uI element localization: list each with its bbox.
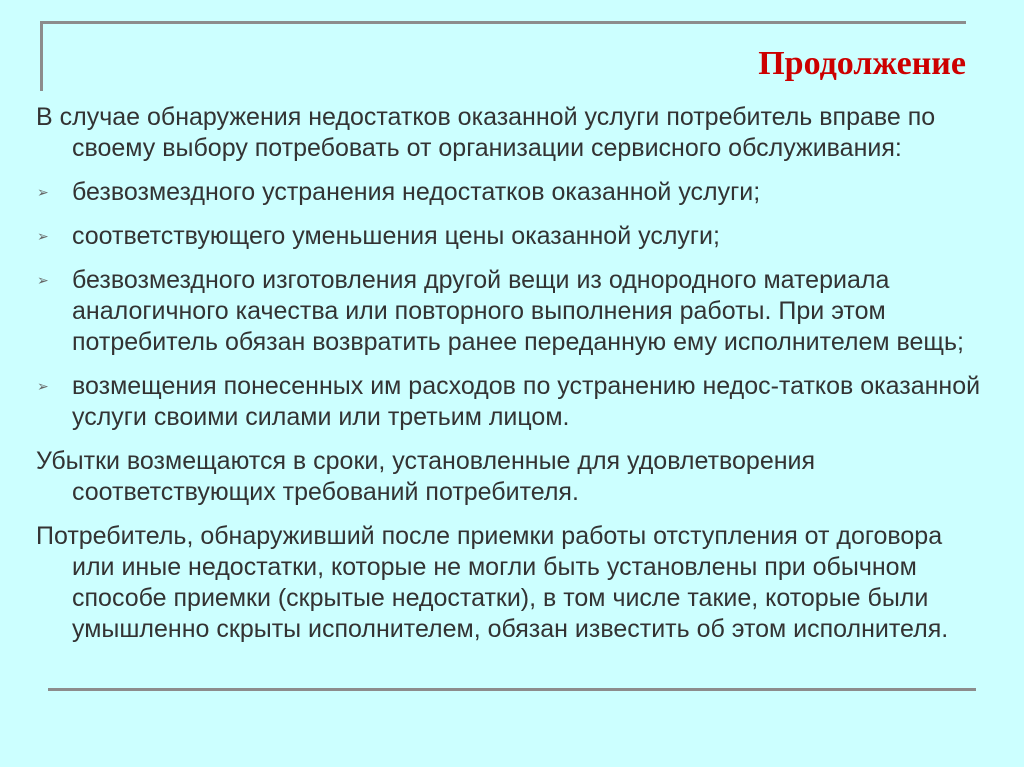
left-border-line: [40, 21, 43, 91]
bullet-text: безвозмездного устранения недостатков оказанной услуги;: [72, 178, 761, 206]
bullet-text: возмещения понесенных им расходов по устранению недос-татков оказанной услуги своими силами или третьим лицом.: [72, 372, 981, 431]
intro-paragraph: В случае обнаружения недостатков оказанной услуги потребитель вправе по своему выбору потребовать от организации сервисного обслуживания:: [36, 103, 936, 162]
arrow-bullet-icon: ➢: [37, 228, 49, 244]
bullet-item: [36, 371, 986, 433]
bottom-border-line: [48, 688, 976, 691]
bullet-item: [36, 177, 986, 208]
bullet-item: [36, 265, 986, 358]
hidden-defects-paragraph: Потребитель, обнаруживший после приемки работы отступления от договора или иные недостатки, которые не могли быть установлены при обычном способе приемки (скрытые недостатки), в том числе такие, которые были умышленно скрыты исполнителем, обязан известить об этом исполнителя.: [36, 522, 949, 643]
top-border-line: [40, 21, 966, 24]
bullet-text: соответствующего уменьшения цены оказанной услуги;: [72, 222, 720, 250]
arrow-bullet-icon: ➢: [37, 378, 49, 394]
bullet-item: [36, 221, 986, 252]
arrow-bullet-icon: ➢: [37, 184, 49, 200]
bullet-text: безвозмездного изготовления другой вещи из однородного материала аналогичного качества или повторного выполнения работы. При этом потребитель обязан возвратить ранее переданную ему исполнителем вещь;: [72, 266, 964, 356]
slide-body: [36, 102, 986, 645]
slide-title: Продолжение: [758, 45, 966, 82]
damages-paragraph: Убытки возмещаются в сроки, установленные для удовлетворения соответствующих требований потребителя.: [36, 447, 816, 506]
arrow-bullet-icon: ➢: [37, 272, 49, 288]
